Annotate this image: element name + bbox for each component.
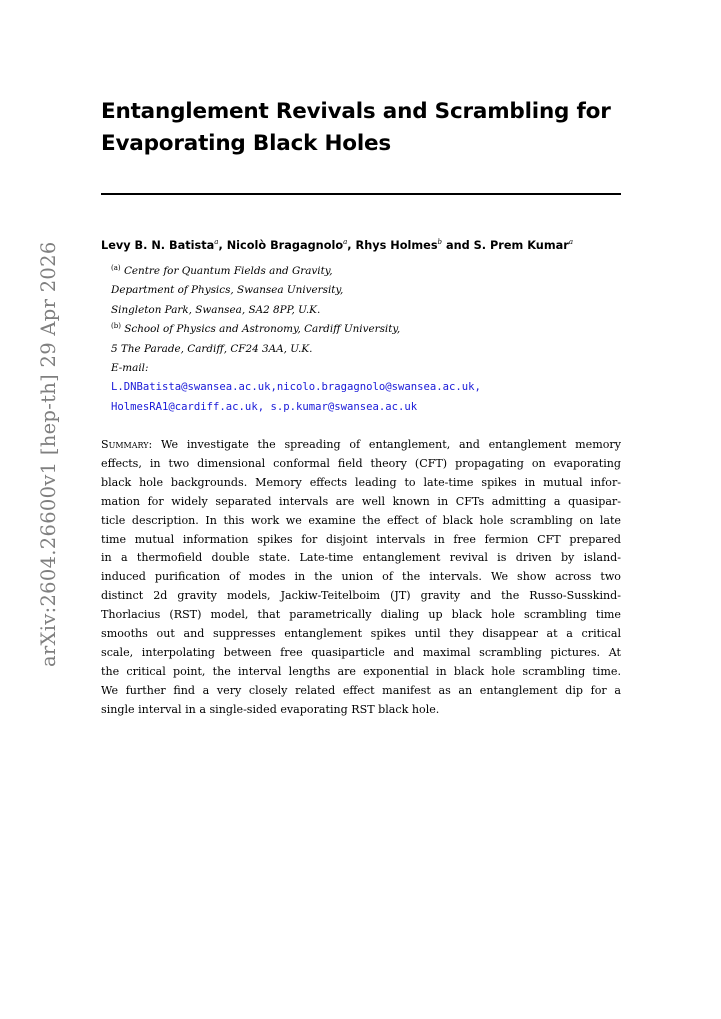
author-name: Levy B. N. Batista bbox=[101, 239, 215, 252]
affiliation-mark-a: (a) bbox=[111, 264, 121, 272]
affiliation-a-line-2: Department of Physics, Swansea University, bbox=[111, 284, 344, 297]
abstract-line: time mutual information spikes for disjoint intervals in free fermion CFT prepared bbox=[101, 532, 621, 546]
author-affiliation-mark: b bbox=[437, 238, 443, 246]
author-name: Nicolò Bragagnolo bbox=[226, 239, 344, 252]
abstract-line: the critical point, the interval lengths are exponential in black hole scrambling time. bbox=[101, 664, 621, 678]
abstract-line: induced purification of modes in the union of the intervals. We show across two bbox=[101, 570, 621, 584]
email-link-line-1[interactable]: L.DNBatista@swansea.ac.uk,nicolo.bragagnolo@swansea.ac.uk, bbox=[111, 381, 481, 394]
arxiv-identifier-stamp: arXiv:2604.26600v1 [hep-th] 29 Apr 2026 bbox=[37, 241, 60, 667]
email-label: E-mail: bbox=[111, 362, 149, 375]
author-separator: , bbox=[347, 239, 356, 252]
author-affiliation-mark: a bbox=[214, 238, 219, 246]
abstract-line: ticle description. In this work we examine the effect of black hole scrambling on late bbox=[101, 513, 621, 527]
abstract-line: black hole backgrounds. Memory effects leading to late-time spikes in mutual infor- bbox=[101, 475, 621, 489]
abstract-line: distinct 2d gravity models, Jackiw-Teitelboim (JT) gravity and the Russo-Susskind- bbox=[101, 589, 621, 603]
author-affiliation-mark: a bbox=[343, 238, 348, 246]
author-separator: , bbox=[218, 239, 227, 252]
abstract-line: effects, in two dimensional conformal field theory (CFT) propagating on evaporating bbox=[101, 456, 621, 470]
affiliation-mark-b: (b) bbox=[111, 322, 121, 331]
affiliation-b-line-2: 5 The Parade, Cardiff, CF24 3AA, U.K. bbox=[111, 342, 313, 355]
abstract bbox=[101, 436, 621, 720]
abstract-line: smooths out and suppresses entanglement spikes until they disappear at a critical bbox=[101, 627, 621, 641]
abstract-line: in a thermofield double state. Late-time entanglement revival is driven by island- bbox=[101, 551, 621, 565]
abstract-label: Summary: bbox=[101, 438, 153, 451]
affiliation-b-line-1: $^{(b)}$ School of Physics and Astronomy, Cardiff University, bbox=[111, 322, 401, 336]
title-rule bbox=[101, 193, 621, 195]
affiliations-block bbox=[111, 262, 621, 417]
author-name: Rhys Holmes bbox=[355, 239, 438, 252]
email-link-line-2[interactable]: HolmesRA1@cardiff.ac.uk, s.p.kumar@swansea.ac.uk bbox=[111, 400, 418, 413]
affiliation-a-line-3: Singleton Park, Swansea, SA2 8PP, U.K. bbox=[111, 303, 321, 316]
title-line-1: Entanglement Revivals and Scrambling for bbox=[101, 99, 611, 124]
paper-title bbox=[101, 96, 641, 160]
abstract-line: single interval in a single-sided evaporating RST black hole. bbox=[101, 702, 440, 716]
author-list bbox=[101, 238, 641, 254]
author-separator: and bbox=[442, 239, 474, 252]
abstract-line: Thorlacius (RST) model, that parametrically dialing up black hole scrambling time bbox=[101, 608, 621, 622]
title-line-2: Evaporating Black Holes bbox=[101, 131, 392, 156]
author-name: S. Prem Kumar bbox=[473, 239, 569, 252]
affiliation-a-line-1: $^{(a)}$ Centre for Quantum Fields and Gravity, bbox=[111, 264, 333, 277]
author-affiliation-mark: a bbox=[568, 238, 573, 246]
abstract-line: We further find a very closely related effect manifest as an entanglement dip for a bbox=[101, 683, 621, 697]
abstract-line: Summary: We investigate the spreading of entanglement, and entanglement memory bbox=[101, 438, 621, 451]
abstract-line: mation for widely separated intervals are well known in CFTs admitting a quasipar- bbox=[101, 494, 621, 508]
abstract-line: scale, interpolating between free quasiparticle and maximal scrambling pictures. At bbox=[101, 645, 621, 659]
